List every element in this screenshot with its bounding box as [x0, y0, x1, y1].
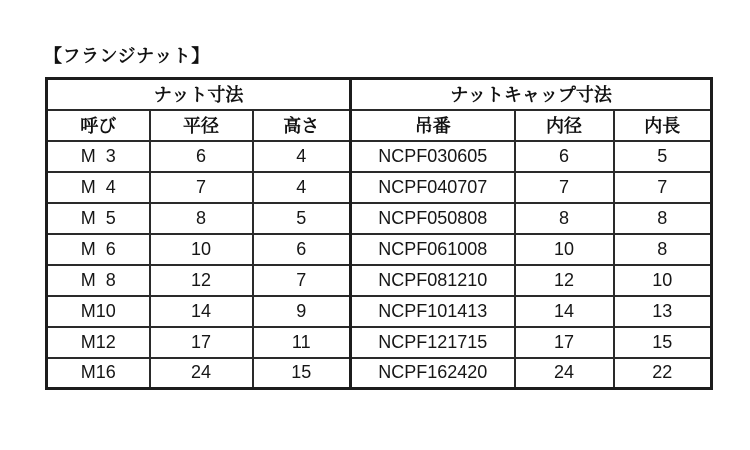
table-body	[47, 141, 712, 389]
flange-nut-spec-table	[45, 77, 713, 390]
table-cell: 4	[253, 141, 351, 172]
column-header-name: 呼び	[47, 110, 150, 141]
table-row	[47, 172, 712, 203]
table-cell: 8	[150, 203, 253, 234]
table-row	[47, 358, 712, 389]
table-cell: 13	[614, 296, 712, 327]
column-header-inner-diameter: 内径	[515, 110, 614, 141]
table-cell: 24	[515, 358, 614, 389]
table-cell: 4	[253, 172, 351, 203]
table-cell: 10	[515, 234, 614, 265]
table-cell: 8	[515, 203, 614, 234]
column-header-flat-diameter: 平径	[150, 110, 253, 141]
column-header-height: 高さ	[253, 110, 351, 141]
table-cell: NCPF061008	[351, 234, 515, 265]
table-cell: 12	[150, 265, 253, 296]
table-cell: 8	[614, 203, 712, 234]
table-cell: 10	[150, 234, 253, 265]
column-header-part-number: 吊番	[351, 110, 515, 141]
table-cell: 6	[150, 141, 253, 172]
table-row	[47, 327, 712, 358]
table-cell: NCPF040707	[351, 172, 515, 203]
table-cell: M 5	[47, 203, 150, 234]
table-cell: 7	[515, 172, 614, 203]
table-cell: M16	[47, 358, 150, 389]
table-cell: NCPF081210	[351, 265, 515, 296]
table-cell: NCPF162420	[351, 358, 515, 389]
table-cell: M 6	[47, 234, 150, 265]
table-cell: 7	[614, 172, 712, 203]
table-row	[47, 296, 712, 327]
table-cell: NCPF101413	[351, 296, 515, 327]
table-cell: 6	[253, 234, 351, 265]
table-cell: NCPF050808	[351, 203, 515, 234]
table-cell: 10	[614, 265, 712, 296]
table-cell: 14	[150, 296, 253, 327]
table-row	[47, 265, 712, 296]
table-cell: M 4	[47, 172, 150, 203]
table-cell: NCPF121715	[351, 327, 515, 358]
table-cell: M10	[47, 296, 150, 327]
table-cell: 7	[150, 172, 253, 203]
table-cell: 24	[150, 358, 253, 389]
group-header-row	[47, 79, 712, 110]
table-cell: 15	[253, 358, 351, 389]
column-header-inner-length: 内長	[614, 110, 712, 141]
table-row	[47, 203, 712, 234]
table-cell: M12	[47, 327, 150, 358]
group-header-nutcap-dimensions: ナットキャップ寸法	[351, 79, 712, 110]
table-cell: 14	[515, 296, 614, 327]
group-header-nut-dimensions: ナット寸法	[47, 79, 351, 110]
table-cell: 11	[253, 327, 351, 358]
page-title: 【フランジナット】	[44, 46, 210, 66]
table-row	[47, 234, 712, 265]
table-cell: 8	[614, 234, 712, 265]
column-header-row	[47, 110, 712, 141]
table-cell: 5	[614, 141, 712, 172]
table-cell: 17	[515, 327, 614, 358]
table-cell: 17	[150, 327, 253, 358]
table-cell: 12	[515, 265, 614, 296]
table-cell: 15	[614, 327, 712, 358]
table-row	[47, 141, 712, 172]
table-cell: M 3	[47, 141, 150, 172]
table-cell: 5	[253, 203, 351, 234]
table-cell: 9	[253, 296, 351, 327]
table-cell: M 8	[47, 265, 150, 296]
table-cell: NCPF030605	[351, 141, 515, 172]
table-cell: 22	[614, 358, 712, 389]
table-cell: 7	[253, 265, 351, 296]
table-header	[47, 79, 712, 141]
table-cell: 6	[515, 141, 614, 172]
